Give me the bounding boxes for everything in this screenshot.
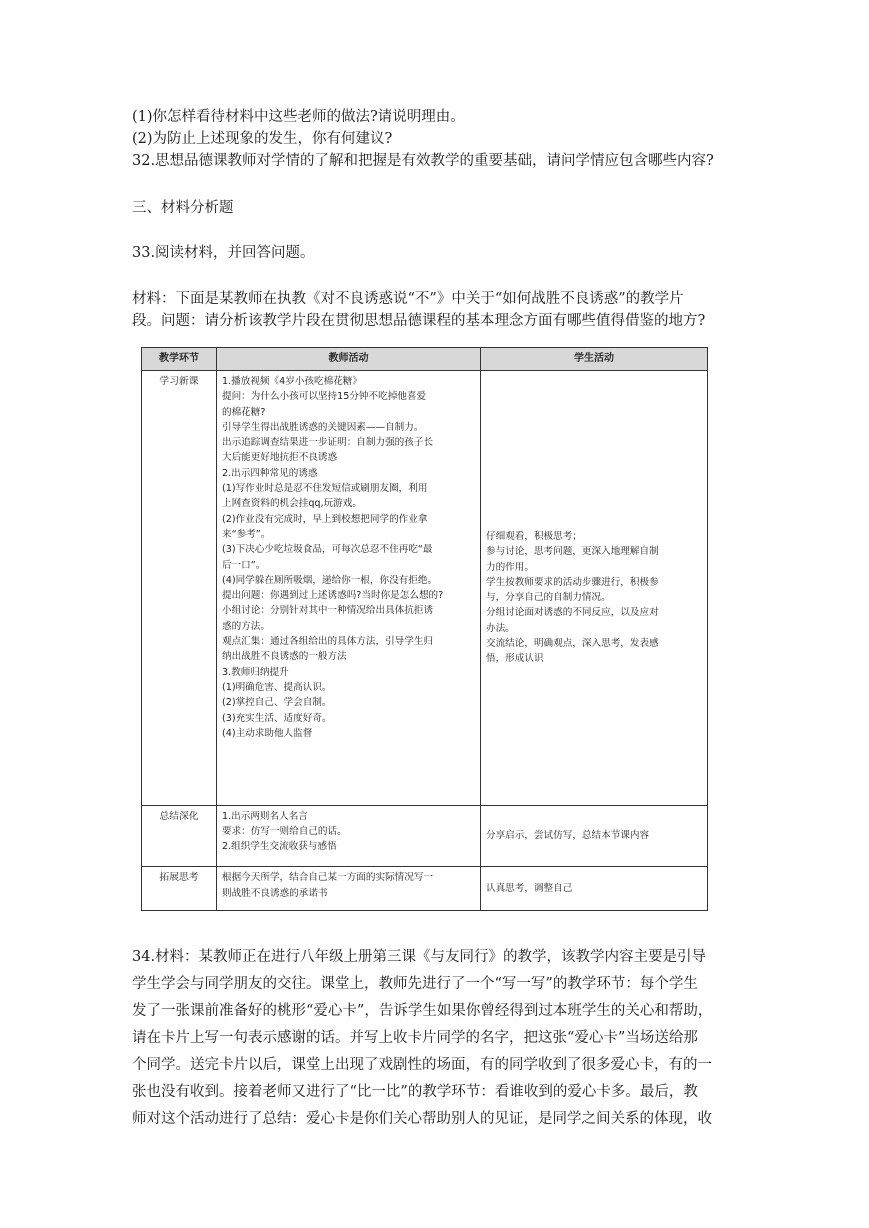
teacher-line: 3.教师归纳提升 [222,666,289,678]
teacher-activity-cell [217,805,481,866]
question-34-line-5: 个同学。送完卡片以后，课堂上出现了戏剧性的场面，有的同学收到了很多爱心卡，有的一 [132,1057,712,1073]
student-line: 认真思考，调整自己 [486,883,573,894]
student-activity-cell [481,805,708,866]
question-34-line-7: 师对这个活动进行了总结：爱心卡是你们关心帮助别人的见证，是同学之间关系的体现，收 [132,1111,712,1127]
teacher-line: 2.出示四种常见的诱惑 [222,467,318,479]
question-34-line-3: 发了一张课前准备好的桃形“爱心卡”，告诉学生如果你曾经得到过本班学生的关心和帮助， [132,1003,713,1019]
teacher-activity-cell [217,371,481,806]
student-line: 与，分享自己的自制力情况。 [486,592,611,604]
teacher-line: 2.组织学生交流收获与感悟 [222,841,337,853]
question-33-material-line-2: 段。问题：请分析该教学片段在贯彻思想品德课程的基本理念方面有哪些值得借鉴的地方? [132,313,706,329]
table-row [142,805,708,866]
teacher-line: 小组讨论：分别针对其中一种情况给出具体抗拒诱 [222,605,434,617]
header-teacher-activity: 教师活动 [217,348,481,371]
teacher-line: 大后能更好地抗拒不良诱惑 [222,452,338,464]
teacher-line: (2)作业没有完成时，早上到校想把同学的作业拿 [222,513,428,525]
teacher-line: 出示追踪调查结果进一步证明：自制力强的孩子长 [222,437,434,449]
teacher-line: 1.播放视频《4岁小孩吃棉花糖》 [222,376,362,387]
header-student-activity: 学生活动 [481,348,708,371]
header-stage: 教学环节 [142,348,217,371]
teacher-line: 观点汇集：通过各组给出的具体方法，引导学生归 [222,636,434,648]
student-line: 参与讨论，思考问题，更深入地理解自制 [486,546,659,558]
stage-cell: 学习新课 [142,371,217,806]
question-31-sub-1: (1)你怎样看待材料中这些老师的做法?请说明理由。 [132,109,465,125]
teacher-line: 根据今天所学，结合自己某一方面的实际情况写一 [222,872,434,884]
question-34-line-1: 34.材料：某教师正在进行八年级上册第三课《与友同行》的教学，该教学内容主要是引导 [132,949,707,965]
teacher-line: 要求：仿写一则给自己的话。 [222,826,347,838]
section-heading: 三、材料分析题 [132,200,234,216]
teacher-line: (4)主动求助他人监督 [222,727,313,739]
lesson-plan-table [141,347,708,911]
teacher-activity-cell [217,867,481,911]
teacher-line: 的棉花糖? [222,406,266,418]
question-33-material-line-1: 材料：下面是某教师在执教《对不良诱惑说“不”》中关于“如何战胜不良诱惑”的教学片 [132,291,684,307]
teacher-line: 引导学生得出战胜诱惑的关键因素——自制力。 [222,421,424,433]
student-line: 悟，形成认识 [486,653,544,665]
teacher-line: 提出问题：你遇到过上述诱惑吗?当时你是怎么想的? [222,590,444,602]
question-31-sub-2: (2)为防止上述现象的发生，你有何建议? [132,131,393,147]
table-row [142,371,708,806]
question-34-line-2: 学生学会与同学朋友的交往。课堂上，教师先进行了一个“写一写”的教学环节：每个学生 [132,976,698,992]
stage-cell: 拓展思考 [142,867,217,911]
student-line: 办法。 [486,622,515,634]
teacher-line: (3)充实生活、适度好奇。 [222,712,332,724]
teacher-line: 纳出战胜不良诱惑的一般方法 [222,651,347,663]
student-line: 力的作用。 [486,561,534,573]
student-activity-cell [481,867,708,911]
teacher-line: 上网查资料的机会挂qq,玩游戏。 [222,498,362,510]
spacer [486,374,702,529]
teacher-line: (3)下决心少吃垃圾食品，可每次总忍不住再吃“最 [222,544,433,556]
table-row [142,867,708,911]
teacher-line: (4)同学躲在厕所吸烟，递给你一根，你没有拒绝。 [222,574,438,586]
teacher-line: (1)写作业时总是忍不住发短信或刷朋友圈，利用 [222,483,428,495]
teacher-line: 则战胜不良诱惑的承诺书 [222,887,328,899]
student-line: 仔细观看，积极思考； [486,531,582,542]
stage-cell: 总结深化 [142,805,217,866]
question-34-line-6: 张也没有收到。接着老师又进行了“比一比”的教学环节：看谁收到的爱心卡多。最后，教 [132,1084,698,1100]
teacher-line: (2)掌控自己、学会自制。 [222,697,332,709]
question-34-line-4: 请在卡片上写一句表示感谢的话。并写上收卡片同学的名字，把这张“爱心卡”当场送给那 [132,1030,698,1046]
teacher-line: 惑的方法。 [222,620,270,632]
question-32: 32.思想品德课教师对学情的了解和把握是有效教学的重要基础，请问学情应包含哪些内容? [132,153,714,169]
teacher-line: 来“参考”。 [222,528,271,540]
teacher-line: (1)明确危害、提高认识。 [222,681,332,693]
question-33-title: 33.阅读材料，并回答问题。 [132,245,315,261]
student-activity-cell [481,371,708,806]
teacher-line: 后一口”。 [222,559,266,571]
table-header-row [142,348,708,371]
student-line: 交流结论，明确观点，深入思考，发表感 [486,638,659,650]
teacher-line: 1.出示两则名人名言 [222,810,308,822]
student-line: 分享启示，尝试仿写，总结本节课内容 [486,830,650,842]
teacher-line: 提问：为什么小孩可以坚持15分钟不吃掉他喜爱 [222,391,427,403]
student-line: 学生按教师要求的活动步骤进行，积极参 [486,576,659,588]
student-line: 分组讨论面对诱惑的不同反应，以及应对 [486,607,659,619]
